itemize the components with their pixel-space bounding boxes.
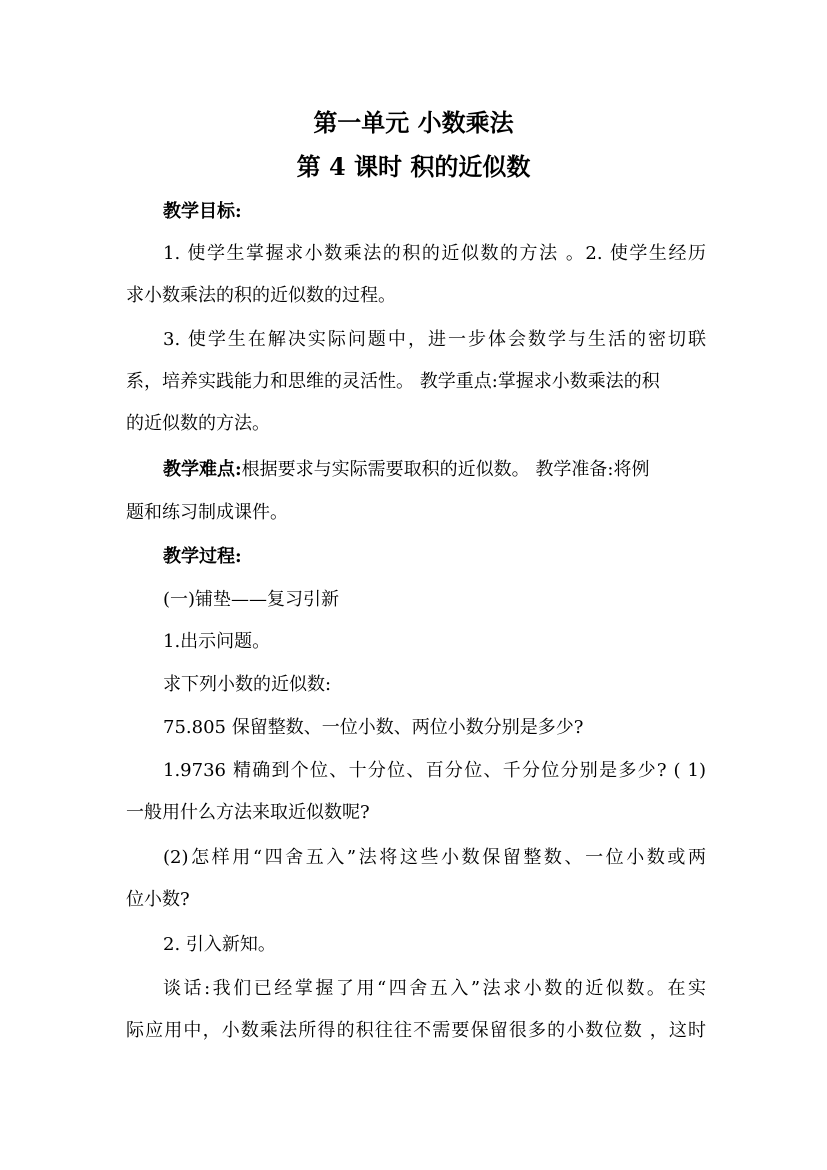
question2-line1: 1.9736 精确到个位、十分位、百分位、千分位分别是多少? ( 1) <box>163 760 706 781</box>
prep-label: 教学准备: <box>535 459 614 480</box>
goal3-line3: 的近似数的方法。 <box>126 413 270 434</box>
goal3-line2 <box>126 370 706 394</box>
ask-text: 求下列小数的近似数: <box>163 674 332 695</box>
talk-line1: 谈话:我们已经掌握了用“四舍五入”法求小数的近似数。在实 <box>163 978 706 999</box>
goal1-line2: 求小数乘法的积的近似数的过程。 <box>126 285 396 306</box>
question3-line2: 位小数? <box>126 889 190 910</box>
section1-heading: (一)铺垫——复习引新 <box>163 589 340 610</box>
process-heading: 教学过程: <box>163 546 242 567</box>
difficulty-line <box>163 458 706 482</box>
key-point-text: 掌握求小数乘法的积 <box>497 371 660 392</box>
item2: 2. 引入新知。 <box>163 934 276 955</box>
key-point-label: 教学重点: <box>419 371 498 392</box>
goal3-line1: 3. 使学生在解决实际问题中，进一步体会数学与生活的密切联 <box>163 329 706 350</box>
question1: 75.805 保留整数、一位小数、两位小数分别是多少? <box>163 717 584 738</box>
talk-line2: 际应用中，小数乘法所得的积往往不需要保留很多的小数位数 ，这时 <box>126 1020 706 1041</box>
goal3-text: 系，培养实践能力和思维的灵活性。 <box>126 371 420 392</box>
item1: 1.出示问题。 <box>163 631 271 652</box>
goal1-line1: 1. 使学生掌握求小数乘法的积的近似数的方法 。2. 使学生经历 <box>163 243 706 264</box>
question2-line2: 一般用什么方法来取近似数呢? <box>126 802 370 823</box>
difficulty-label: 教学难点: <box>163 459 242 480</box>
goal-heading: 教学目标: <box>163 201 242 222</box>
prep-line2: 题和练习制成课件。 <box>126 502 288 523</box>
unit-title: 第一单元 小数乘法 <box>313 108 514 137</box>
difficulty-text: 根据要求与实际需要取积的近似数。 <box>241 459 536 480</box>
lesson-title: 第 4 课时 积的近似数 <box>296 152 531 181</box>
question3-line1: (2)怎样用“四舍五入”法将这些小数保留整数、一位小数或两 <box>163 847 706 868</box>
prep-text: 将例 <box>613 459 650 480</box>
